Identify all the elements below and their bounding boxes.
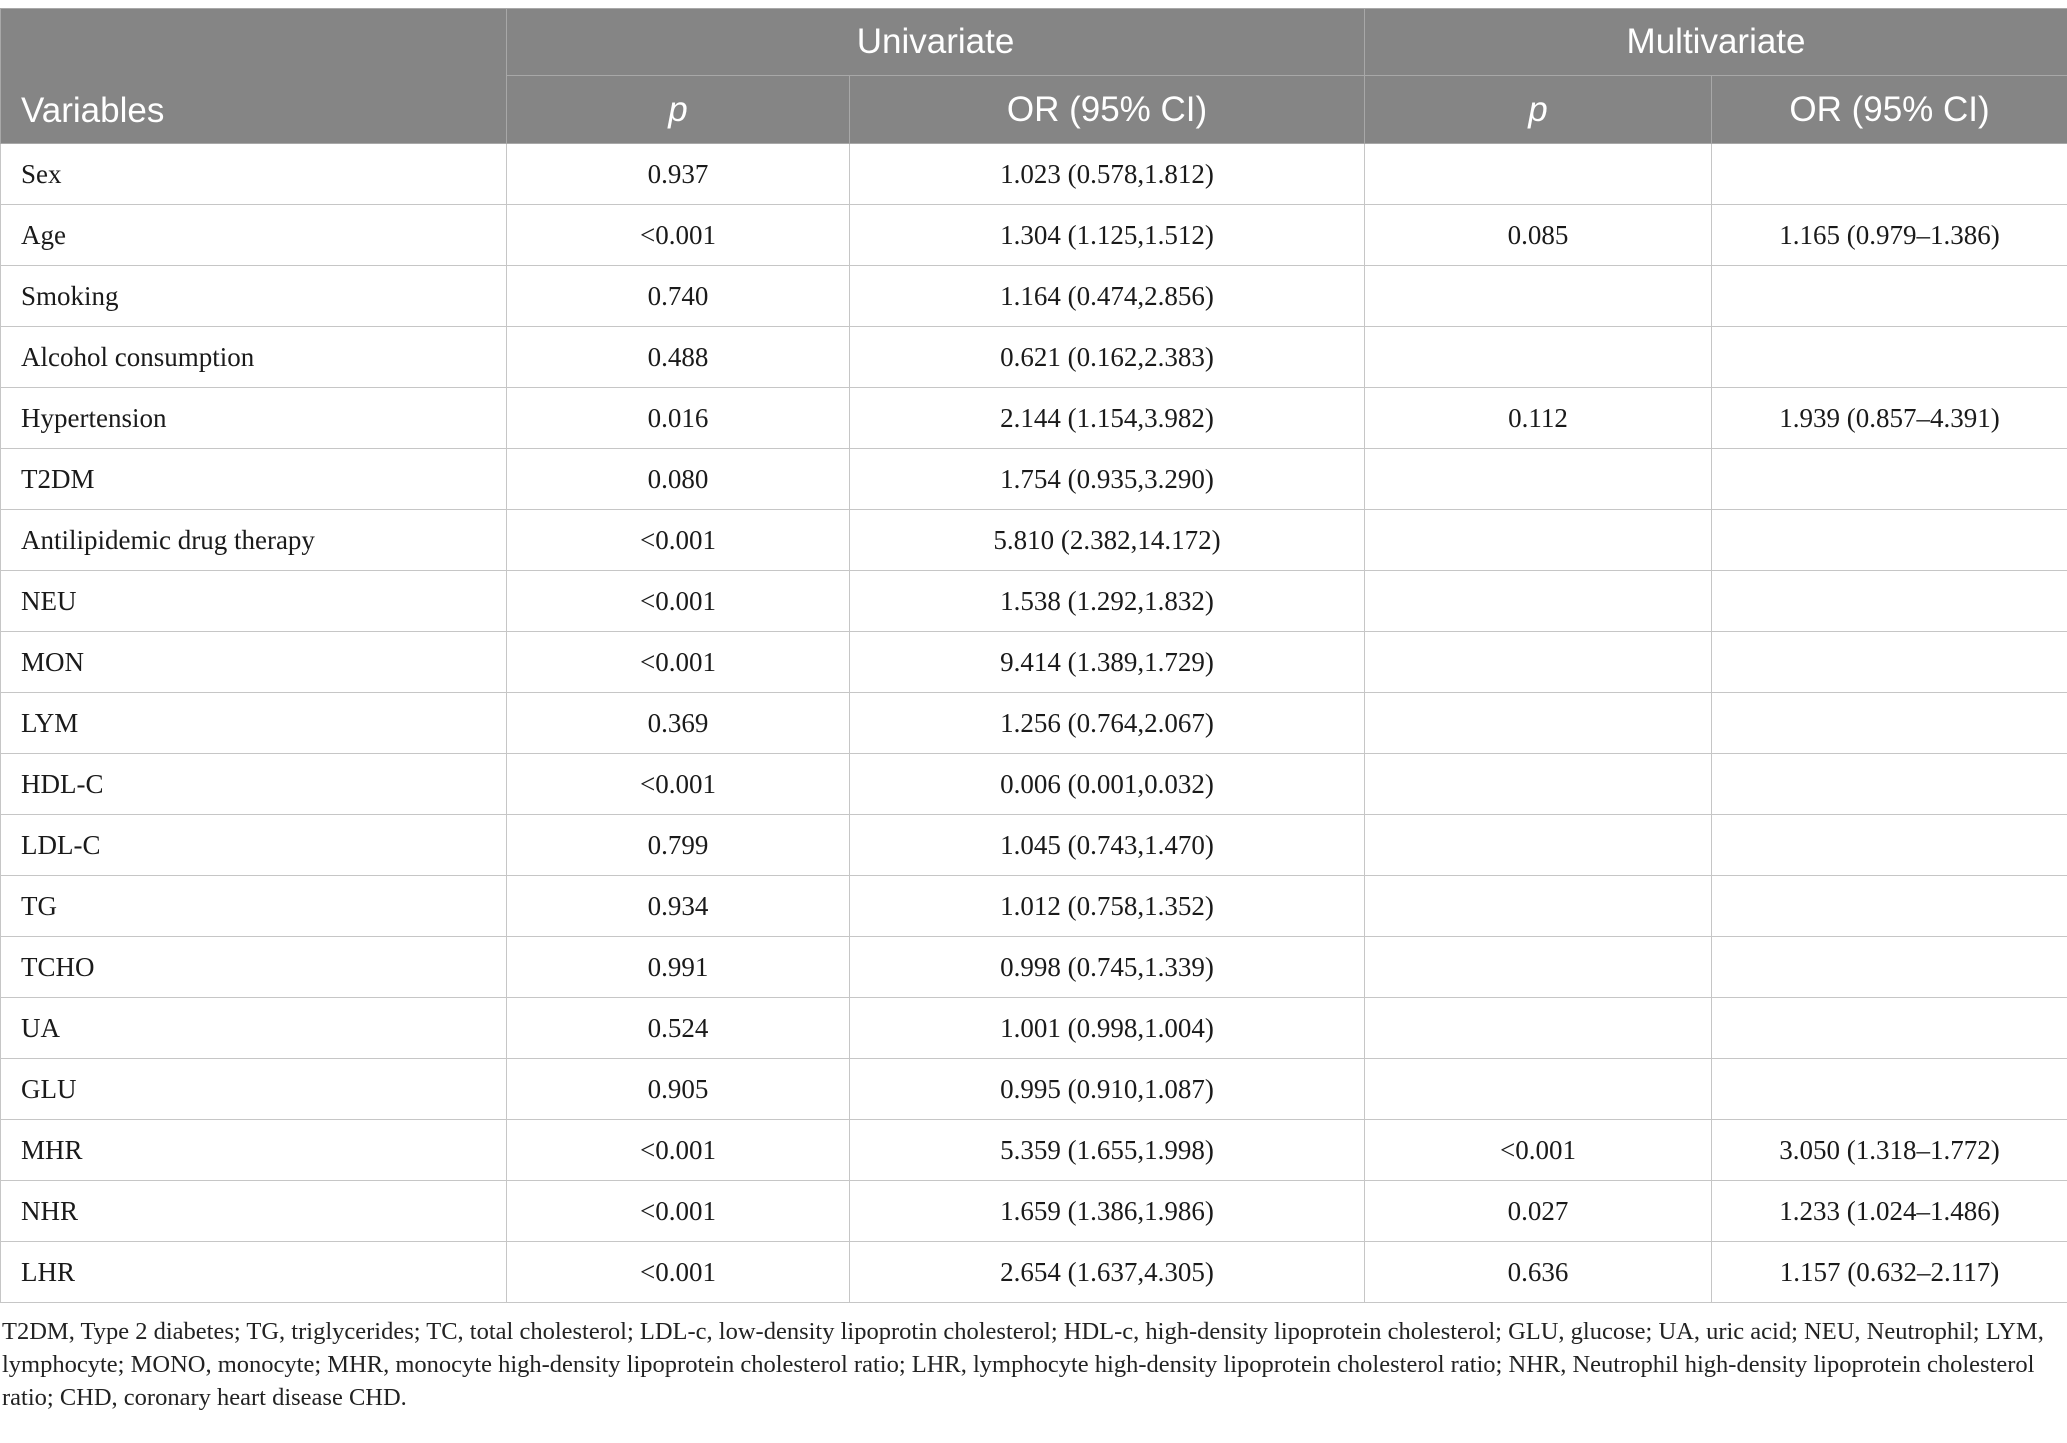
cell-multivariate-or <box>1712 1059 2067 1120</box>
table-row <box>1 1120 2067 1181</box>
cell-variable: MON <box>1 632 507 693</box>
table-row <box>1 266 2067 327</box>
cell-variable: LYM <box>1 693 507 754</box>
cell-univariate-or: 1.001 (0.998,1.004) <box>850 998 1365 1059</box>
header-variables: Variables <box>1 9 507 144</box>
cell-univariate-p: 0.991 <box>507 937 850 998</box>
cell-univariate-or: 1.045 (0.743,1.470) <box>850 815 1365 876</box>
header-row-groups <box>1 9 2067 76</box>
cell-multivariate-or <box>1712 571 2067 632</box>
cell-multivariate-or: 1.157 (0.632–2.117) <box>1712 1242 2067 1303</box>
cell-univariate-or: 2.654 (1.637,4.305) <box>850 1242 1365 1303</box>
cell-univariate-or: 0.621 (0.162,2.383) <box>850 327 1365 388</box>
cell-univariate-p: 0.934 <box>507 876 850 937</box>
cell-variable: TG <box>1 876 507 937</box>
cell-univariate-or: 0.998 (0.745,1.339) <box>850 937 1365 998</box>
table-row <box>1 1181 2067 1242</box>
cell-multivariate-p <box>1365 1059 1712 1120</box>
header-univariate-p: p <box>507 76 850 144</box>
cell-multivariate-p <box>1365 815 1712 876</box>
cell-multivariate-p: <0.001 <box>1365 1120 1712 1181</box>
table-row <box>1 998 2067 1059</box>
table-row <box>1 449 2067 510</box>
cell-univariate-p: <0.001 <box>507 1120 850 1181</box>
cell-univariate-or: 1.538 (1.292,1.832) <box>850 571 1365 632</box>
regression-table <box>0 8 2067 1303</box>
cell-univariate-p: 0.937 <box>507 144 850 205</box>
cell-univariate-or: 0.995 (0.910,1.087) <box>850 1059 1365 1120</box>
cell-variable: NHR <box>1 1181 507 1242</box>
table-row <box>1 205 2067 266</box>
cell-multivariate-p <box>1365 693 1712 754</box>
cell-multivariate-or <box>1712 876 2067 937</box>
cell-multivariate-or <box>1712 144 2067 205</box>
cell-univariate-p: <0.001 <box>507 1181 850 1242</box>
cell-univariate-or: 1.659 (1.386,1.986) <box>850 1181 1365 1242</box>
table-row <box>1 144 2067 205</box>
table-row <box>1 937 2067 998</box>
cell-multivariate-p <box>1365 998 1712 1059</box>
table-body <box>1 144 2067 1303</box>
cell-multivariate-or <box>1712 754 2067 815</box>
table-header <box>1 9 2067 144</box>
cell-variable: Sex <box>1 144 507 205</box>
cell-univariate-or: 1.256 (0.764,2.067) <box>850 693 1365 754</box>
cell-multivariate-p <box>1365 632 1712 693</box>
cell-variable: Antilipidemic drug therapy <box>1 510 507 571</box>
cell-univariate-or: 9.414 (1.389,1.729) <box>850 632 1365 693</box>
cell-multivariate-p <box>1365 937 1712 998</box>
cell-multivariate-or: 1.165 (0.979–1.386) <box>1712 205 2067 266</box>
cell-multivariate-or: 3.050 (1.318–1.772) <box>1712 1120 2067 1181</box>
cell-univariate-or: 1.754 (0.935,3.290) <box>850 449 1365 510</box>
table-row <box>1 876 2067 937</box>
cell-variable: LDL-C <box>1 815 507 876</box>
cell-univariate-p: <0.001 <box>507 754 850 815</box>
cell-univariate-p: 0.080 <box>507 449 850 510</box>
cell-univariate-p: <0.001 <box>507 1242 850 1303</box>
table-footnote: T2DM, Type 2 diabetes; TG, triglycerides; TC, total cholesterol; LDL-c, low-density lipoprotin cholesterol; HDL-c, high-density lipoprotein cholesterol; GLU, glucose; UA, uric acid; NEU, Neutrophil; LYM, lymphocyte; MONO, monocyte; MHR, monocyte high-density lipoprotein cholesterol ratio; LHR, lymphocyte high-density lipoprotein cholesterol ratio; NHR, Neutrophil high-density lipoprotein cholesterol ratio; CHD, coronary heart disease CHD. <box>2 1318 2044 1411</box>
table-row <box>1 693 2067 754</box>
cell-univariate-p: 0.016 <box>507 388 850 449</box>
cell-variable: HDL-C <box>1 754 507 815</box>
cell-multivariate-or <box>1712 266 2067 327</box>
cell-variable: LHR <box>1 1242 507 1303</box>
regression-table-container <box>0 8 2067 1414</box>
cell-multivariate-p <box>1365 327 1712 388</box>
table-row <box>1 510 2067 571</box>
cell-multivariate-p <box>1365 144 1712 205</box>
cell-univariate-or: 2.144 (1.154,3.982) <box>850 388 1365 449</box>
cell-multivariate-or <box>1712 937 2067 998</box>
cell-variable: Hypertension <box>1 388 507 449</box>
cell-variable: NEU <box>1 571 507 632</box>
cell-variable: Alcohol consumption <box>1 327 507 388</box>
cell-variable: T2DM <box>1 449 507 510</box>
cell-univariate-or: 1.012 (0.758,1.352) <box>850 876 1365 937</box>
cell-multivariate-or <box>1712 693 2067 754</box>
cell-univariate-p: 0.488 <box>507 327 850 388</box>
cell-multivariate-or <box>1712 449 2067 510</box>
cell-univariate-or: 5.810 (2.382,14.172) <box>850 510 1365 571</box>
cell-multivariate-or <box>1712 632 2067 693</box>
header-univariate: Univariate <box>507 9 1365 76</box>
cell-variable: GLU <box>1 1059 507 1120</box>
cell-univariate-or: 1.164 (0.474,2.856) <box>850 266 1365 327</box>
cell-variable: MHR <box>1 1120 507 1181</box>
cell-univariate-or: 1.304 (1.125,1.512) <box>850 205 1365 266</box>
header-multivariate-p: p <box>1365 76 1712 144</box>
cell-univariate-p: 0.905 <box>507 1059 850 1120</box>
header-multivariate-or: OR (95% CI) <box>1712 76 2067 144</box>
cell-variable: UA <box>1 998 507 1059</box>
table-row <box>1 327 2067 388</box>
cell-multivariate-p: 0.085 <box>1365 205 1712 266</box>
header-multivariate: Multivariate <box>1365 9 2067 76</box>
cell-multivariate-or <box>1712 327 2067 388</box>
cell-univariate-p: <0.001 <box>507 510 850 571</box>
cell-multivariate-or <box>1712 998 2067 1059</box>
table-row <box>1 571 2067 632</box>
cell-multivariate-p <box>1365 449 1712 510</box>
cell-multivariate-or: 1.939 (0.857–4.391) <box>1712 388 2067 449</box>
cell-multivariate-p: 0.112 <box>1365 388 1712 449</box>
cell-variable: Age <box>1 205 507 266</box>
header-univariate-or: OR (95% CI) <box>850 76 1365 144</box>
cell-univariate-p: 0.799 <box>507 815 850 876</box>
cell-multivariate-or: 1.233 (1.024–1.486) <box>1712 1181 2067 1242</box>
table-row <box>1 632 2067 693</box>
cell-variable: Smoking <box>1 266 507 327</box>
table-row <box>1 1059 2067 1120</box>
cell-multivariate-p <box>1365 510 1712 571</box>
cell-multivariate-p <box>1365 876 1712 937</box>
table-row <box>1 754 2067 815</box>
cell-variable: TCHO <box>1 937 507 998</box>
cell-univariate-p: 0.740 <box>507 266 850 327</box>
cell-univariate-p: <0.001 <box>507 205 850 266</box>
cell-multivariate-p <box>1365 266 1712 327</box>
cell-univariate-or: 0.006 (0.001,0.032) <box>850 754 1365 815</box>
cell-univariate-or: 5.359 (1.655,1.998) <box>850 1120 1365 1181</box>
cell-multivariate-p: 0.027 <box>1365 1181 1712 1242</box>
cell-multivariate-p <box>1365 754 1712 815</box>
table-row <box>1 815 2067 876</box>
cell-univariate-p: 0.369 <box>507 693 850 754</box>
cell-univariate-p: <0.001 <box>507 632 850 693</box>
cell-univariate-p: <0.001 <box>507 571 850 632</box>
cell-univariate-or: 1.023 (0.578,1.812) <box>850 144 1365 205</box>
table-row <box>1 388 2067 449</box>
cell-multivariate-p <box>1365 571 1712 632</box>
table-row <box>1 1242 2067 1303</box>
cell-univariate-p: 0.524 <box>507 998 850 1059</box>
cell-multivariate-or <box>1712 815 2067 876</box>
cell-multivariate-or <box>1712 510 2067 571</box>
cell-multivariate-p: 0.636 <box>1365 1242 1712 1303</box>
